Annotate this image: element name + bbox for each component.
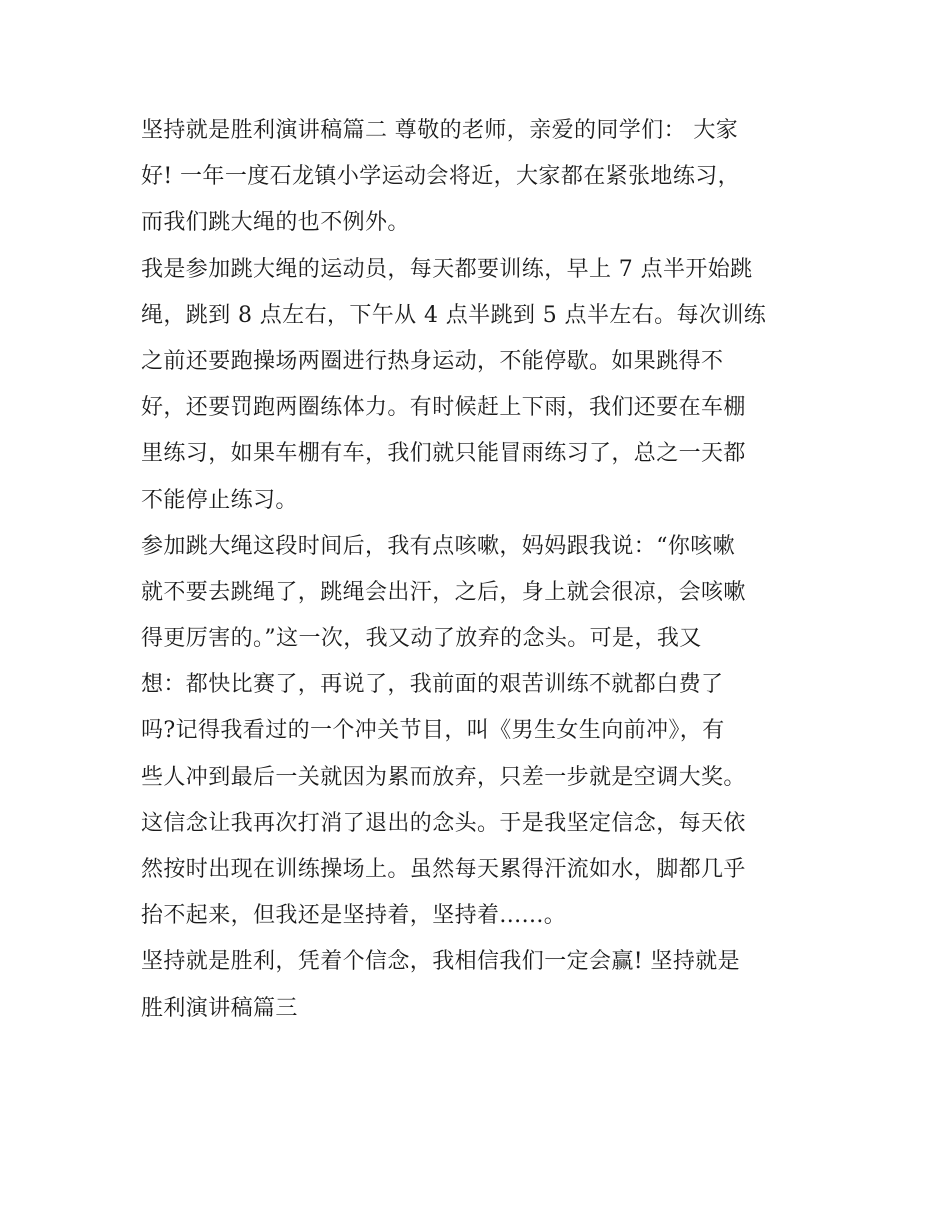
text-line: 想：都快比赛了，再说了，我前面的艰苦训练不就都白费了: [141, 672, 724, 698]
text-line: 里练习，如果车棚有车，我们就只能冒雨练习了，总之一天都: [141, 441, 746, 467]
text-line: 胜利演讲稿篇三: [141, 995, 298, 1021]
text-line: 坚持就是胜利，凭着个信念，我相信我们一定会赢! 坚持就是: [141, 949, 741, 975]
text-line: 些人冲到最后一关就因为累而放弃，只差一步就是空调大奖。: [141, 764, 746, 790]
text-line: 坚持就是胜利演讲稿篇二 尊敬的老师，亲爱的同学们： 大家: [141, 118, 739, 143]
text-line: 之前还要跑操场两圈进行热身运动，不能停歇。如果跳得不: [141, 348, 724, 374]
document-body: [141, 108, 821, 1032]
text-line: 不能停止练习。: [141, 487, 298, 513]
text-line: 好! 一年一度石龙镇小学运动会将近，大家都在紧张地练习，: [141, 164, 741, 190]
text-line: 这信念让我再次打消了退出的念头。于是我坚定信念，每天依: [141, 810, 746, 836]
text-line: 我是参加跳大绳的运动员，每天都要训练，早上 7 点半开始跳: [141, 256, 753, 282]
text-line: 好，还要罚跑两圈练体力。有时候赶上下雨，我们还要在车棚: [141, 395, 746, 421]
text-line: 吗?记得我看过的一个冲关节目，叫《男生女生向前冲》，有: [141, 718, 725, 744]
text-line: 然按时出现在训练操场上。虽然每天累得汗流如水，脚都几乎: [141, 857, 746, 882]
text-line: 抬不起来，但我还是坚持着，坚持着......。: [141, 903, 567, 929]
text-line: 就不要去跳绳了，跳绳会出汗，之后，身上就会很凉，会咳嗽: [141, 579, 746, 605]
text-line: 而我们跳大绳的也不例外。: [141, 210, 410, 236]
text-line: 绳，跳到 8 点左右，下午从 4 点半跳到 5 点半左右。每次训练: [141, 302, 767, 328]
text-line: 得更厉害的。”这一次，我又动了放弃的念头。可是，我又: [141, 626, 702, 652]
text-line: 参加跳大绳这段时间后，我有点咳嗽，妈妈跟我说：“你咳嗽: [141, 533, 736, 559]
